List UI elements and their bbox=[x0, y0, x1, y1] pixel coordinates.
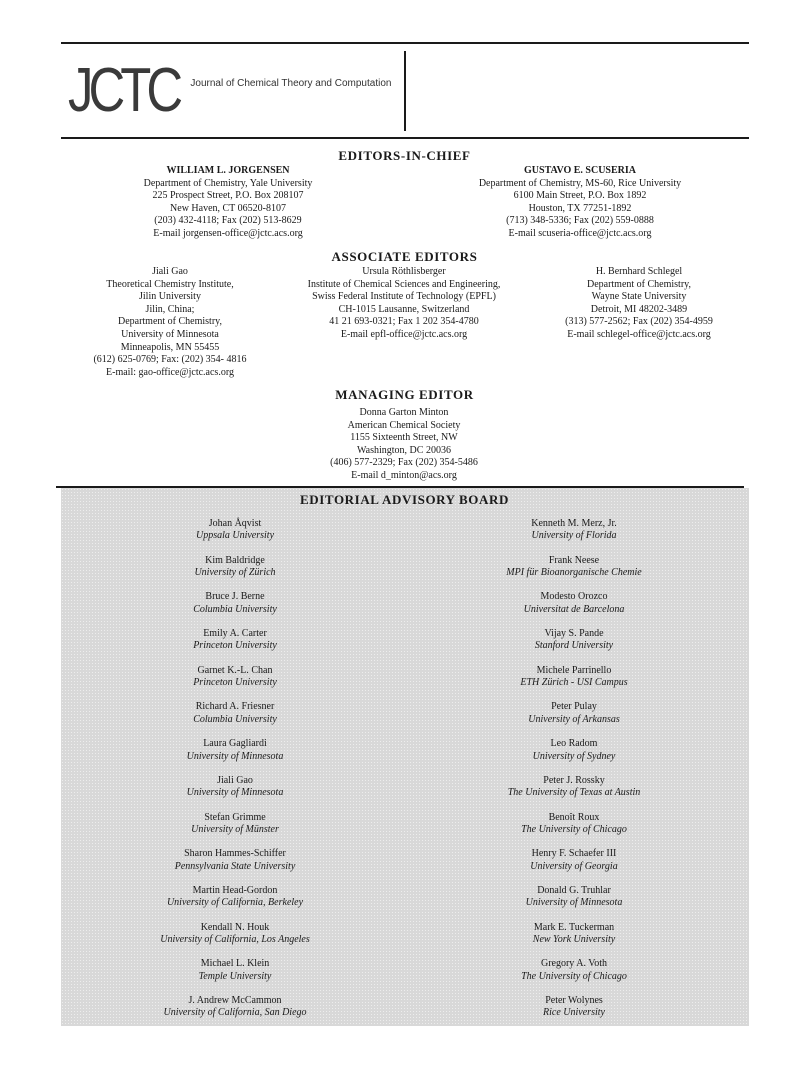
board-member bbox=[65, 555, 405, 592]
member-affiliation: University of California, Berkeley bbox=[166, 897, 304, 909]
address-line: Washington, DC 20036 bbox=[357, 444, 451, 456]
top-rule bbox=[61, 42, 749, 44]
editor-name: Jiali Gao bbox=[152, 266, 188, 277]
member-affiliation: Universitat de Barcelona bbox=[523, 603, 625, 615]
board-member bbox=[65, 812, 405, 849]
member-affiliation: The University of Chicago bbox=[521, 823, 627, 835]
member-name: Gregory A. Voth bbox=[540, 958, 608, 970]
journal-logo bbox=[68, 56, 392, 125]
address-line: Theoretical Chemistry Institute, bbox=[106, 278, 234, 290]
member-name: Henry F. Schaefer III bbox=[531, 848, 617, 860]
board-member bbox=[65, 922, 405, 959]
member-affiliation: Uppsala University bbox=[195, 530, 275, 542]
address-line: New Haven, CT 06520-8107 bbox=[170, 202, 286, 214]
board-member bbox=[65, 885, 405, 922]
address-line: Institute of Chemical Sciences and Engineering, bbox=[307, 278, 501, 290]
editor-in-chief-left bbox=[118, 165, 338, 241]
editor-in-chief-right bbox=[460, 165, 700, 241]
board-member bbox=[65, 591, 405, 628]
member-affiliation: Princeton University bbox=[193, 640, 277, 652]
associate-editor-center bbox=[284, 266, 524, 342]
phone-line: (612) 625-0769; Fax: (202) 354- 4816 bbox=[93, 354, 247, 366]
member-name: Sharon Hammes-Schiffer bbox=[184, 848, 286, 860]
board-member bbox=[404, 738, 744, 775]
phone-line: (406) 577-2329; Fax (202) 354-5486 bbox=[330, 457, 478, 469]
member-affiliation: Pennsylvania State University bbox=[174, 860, 296, 872]
editors-in-chief-heading: EDITORS-IN-CHIEF bbox=[338, 148, 471, 163]
member-affiliation: The University of Chicago bbox=[521, 970, 627, 982]
board-member bbox=[65, 958, 405, 995]
member-affiliation: Temple University bbox=[198, 970, 272, 982]
phone-line: (313) 577-2562; Fax (202) 354-4959 bbox=[565, 316, 713, 328]
email-line[interactable]: E-mail: gao-office@jctc.acs.org bbox=[106, 366, 234, 378]
member-name: Frank Neese bbox=[548, 554, 600, 566]
address-line: 6100 Main Street, P.O. Box 1892 bbox=[513, 190, 647, 202]
member-name: Emily A. Carter bbox=[203, 628, 267, 640]
member-name: Peter J. Rossky bbox=[543, 774, 605, 786]
member-name: Leo Radom bbox=[550, 738, 598, 750]
board-member bbox=[404, 885, 744, 922]
address-line: Jilin University bbox=[139, 291, 201, 303]
member-affiliation: University of Zürich bbox=[194, 567, 276, 579]
board-member bbox=[404, 665, 744, 702]
member-name: Michele Parrinello bbox=[536, 664, 612, 676]
board-member bbox=[65, 848, 405, 885]
board-member bbox=[404, 995, 744, 1032]
logo-mark: JCTC bbox=[68, 56, 179, 125]
address-line: Swiss Federal Institute of Technology (EPFL) bbox=[312, 291, 496, 303]
address-line: 225 Prospect Street, P.O. Box 208107 bbox=[152, 190, 304, 202]
editor-name: H. Bernhard Schlegel bbox=[595, 266, 683, 277]
address-line: CH-1015 Lausanne, Switzerland bbox=[338, 303, 470, 315]
address-line: American Chemical Society bbox=[347, 419, 461, 431]
member-name: Stefan Grimme bbox=[204, 811, 266, 823]
member-affiliation: University of California, San Diego bbox=[163, 1007, 307, 1019]
associate-editor-left bbox=[80, 266, 260, 379]
member-affiliation: Columbia University bbox=[193, 603, 277, 615]
board-member bbox=[65, 775, 405, 812]
address-line: Detroit, MI 48202-3489 bbox=[590, 303, 688, 315]
member-name: Benoît Roux bbox=[548, 811, 600, 823]
member-name: Mark E. Tuckerman bbox=[533, 921, 615, 933]
email-line[interactable]: E-mail schlegel-office@jctc.acs.org bbox=[567, 328, 711, 340]
board-member bbox=[404, 591, 744, 628]
member-affiliation: Princeton University bbox=[193, 677, 277, 689]
member-affiliation: University of Minnesota bbox=[186, 787, 284, 799]
member-name: Bruce J. Berne bbox=[205, 591, 265, 603]
phone-line: 41 21 693-0321; Fax 1 202 354-4780 bbox=[329, 316, 479, 328]
member-name: Vijay S. Pande bbox=[544, 628, 604, 640]
board-member bbox=[65, 701, 405, 738]
email-line[interactable]: E-mail d_minton@acs.org bbox=[351, 469, 457, 481]
board-member bbox=[404, 518, 744, 555]
board-member bbox=[65, 665, 405, 702]
board-member bbox=[404, 775, 744, 812]
phone-line: (713) 348-5336; Fax (202) 559-0888 bbox=[506, 215, 654, 227]
member-affiliation: University of Florida bbox=[531, 530, 617, 542]
member-affiliation: MPI für Bioanorganische Chemie bbox=[506, 567, 642, 579]
managing-editor-block bbox=[304, 407, 504, 483]
address-line: University of Minnesota bbox=[121, 328, 219, 340]
address-line: Department of Chemistry, MS-60, Rice University bbox=[478, 177, 682, 189]
member-affiliation: New York University bbox=[532, 933, 616, 945]
board-member bbox=[404, 958, 744, 995]
member-affiliation: University of Arkansas bbox=[528, 713, 620, 725]
email-line[interactable]: E-mail scuseria-office@jctc.acs.org bbox=[508, 227, 652, 239]
phone-line: (203) 432-4118; Fax (202) 513-8629 bbox=[154, 215, 302, 227]
address-line: Wayne State University bbox=[591, 291, 687, 303]
address-line: 1155 Sixteenth Street, NW bbox=[350, 432, 458, 444]
editor-name: Donna Garton Minton bbox=[359, 407, 449, 418]
member-affiliation: Columbia University bbox=[193, 713, 277, 725]
advisory-board-heading: EDITORIAL ADVISORY BOARD bbox=[300, 492, 509, 507]
editor-name: GUSTAVO E. SCUSERIA bbox=[524, 165, 636, 176]
member-affiliation: University of Münster bbox=[191, 823, 279, 835]
board-member bbox=[65, 518, 405, 555]
address-line: Houston, TX 77251-1892 bbox=[528, 202, 632, 214]
advisory-board-right-column bbox=[404, 518, 744, 1032]
member-name: Martin Head-Gordon bbox=[192, 884, 278, 896]
address-line: Jilin, China; bbox=[145, 303, 195, 315]
member-affiliation: Stanford University bbox=[534, 640, 614, 652]
member-name: Modesto Orozco bbox=[540, 591, 608, 603]
advisory-board-rule bbox=[56, 486, 744, 488]
editor-name: Ursula Röthlisberger bbox=[362, 266, 446, 277]
member-name: Kenneth M. Merz, Jr. bbox=[531, 518, 617, 529]
member-name: Kendall N. Houk bbox=[200, 921, 270, 933]
member-name: Peter Pulay bbox=[551, 701, 597, 713]
member-affiliation: University of Minnesota bbox=[186, 750, 284, 762]
member-name: Michael L. Klein bbox=[200, 958, 270, 970]
member-affiliation: University of Minnesota bbox=[525, 897, 623, 909]
address-line: Department of Chemistry, bbox=[117, 316, 223, 328]
member-name: Richard A. Friesner bbox=[195, 701, 275, 713]
board-member bbox=[404, 848, 744, 885]
masthead-bottom-rule bbox=[61, 137, 749, 139]
address-line: Department of Chemistry, Yale University bbox=[143, 177, 313, 189]
member-name: J. Andrew McCammon bbox=[188, 994, 282, 1006]
email-line[interactable]: E-mail epfl-office@jctc.acs.org bbox=[340, 328, 468, 340]
member-affiliation: The University of Texas at Austin bbox=[507, 787, 641, 799]
advisory-board-left-column bbox=[65, 518, 405, 1032]
editor-name: WILLIAM L. JORGENSEN bbox=[166, 165, 290, 176]
board-member bbox=[65, 995, 405, 1032]
board-member bbox=[65, 738, 405, 775]
member-affiliation: University of California, Los Angeles bbox=[160, 933, 310, 945]
board-member bbox=[404, 555, 744, 592]
email-line[interactable]: E-mail jorgensen-office@jctc.acs.org bbox=[153, 227, 303, 239]
address-line: Department of Chemistry, bbox=[586, 278, 692, 290]
member-name: Kim Baldridge bbox=[205, 554, 265, 566]
member-name: Jiali Gao bbox=[217, 774, 253, 786]
member-affiliation: Rice University bbox=[543, 1007, 605, 1019]
masthead-divider bbox=[404, 51, 406, 131]
member-name: Johan Åqvist bbox=[208, 518, 262, 529]
address-line: Minneapolis, MN 55455 bbox=[120, 341, 220, 353]
associate-editors-heading: ASSOCIATE EDITORS bbox=[331, 249, 478, 264]
board-member bbox=[404, 922, 744, 959]
journal-name: Journal of Chemical Theory and Computation bbox=[190, 78, 392, 89]
board-member bbox=[404, 812, 744, 849]
member-name: Peter Wolynes bbox=[545, 994, 603, 1006]
member-name: Garnet K.-L. Chan bbox=[197, 664, 273, 676]
member-name: Donald G. Truhlar bbox=[537, 884, 611, 896]
managing-editor-heading: MANAGING EDITOR bbox=[335, 387, 474, 402]
member-affiliation: University of Georgia bbox=[530, 860, 618, 872]
member-affiliation: ETH Zürich - USI Campus bbox=[520, 677, 628, 689]
member-affiliation: University of Sydney bbox=[532, 750, 616, 762]
board-member bbox=[404, 701, 744, 738]
member-name: Laura Gagliardi bbox=[203, 738, 267, 750]
board-member bbox=[404, 628, 744, 665]
board-member bbox=[65, 628, 405, 665]
associate-editor-right bbox=[544, 266, 734, 342]
